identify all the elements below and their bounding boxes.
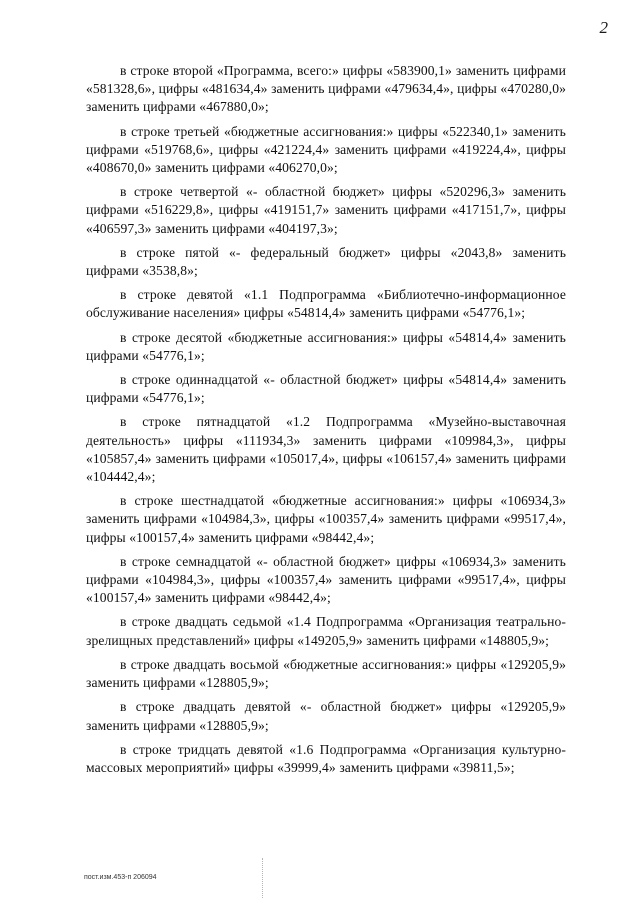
paragraph-line-2: в строке второй «Программа, всего:» цифры «583900,1» заменить цифрами «581328,6», цифры «481634,4» заменить цифрами «479634,4», цифры «470280,0» заменить цифрами «467880,0»; xyxy=(86,63,566,115)
paragraph-line-17: в строке семнадцатой «- областной бюджет» цифры «106934,3» заменить цифрами «104984,3», цифры «100357,4» заменить цифрами «99517,4», цифры «100157,4» заменить цифрами «98442,4»; xyxy=(86,553,566,606)
paragraph-line-15: в строке пятнадцатой «1.2 Подпрограмма «Музейно-выставочная деятельность» цифры «111934,3» заменить цифрами «109984,3», цифры «105857,4» заменить цифрами «105017,4», цифры «106157,4» заменить цифрами «104442,4»; xyxy=(86,414,566,485)
paragraph-line-4: в строке четвертой «- областной бюджет» цифры «520296,3» заменить цифрами «516229,8», цифры «419151,7» заменить цифрами «417151,7», цифры «406597,3» заменить цифрами «404197,3»; xyxy=(86,184,566,236)
paragraph-line-9: в строке девятой «1.1 Подпрограмма «Библиотечно-информационное обслуживание населения» цифры «54814,4» заменить цифрами «54776,1»; xyxy=(86,287,566,321)
paragraph-line-16: в строке шестнадцатой «бюджетные ассигнования:» цифры «106934,3» заменить цифрами «104984,3», цифры «100357,4» заменить цифрами «99517,4», цифры «100157,4» заменить цифрами «98442,4»; xyxy=(86,493,566,545)
document-body xyxy=(86,62,566,783)
paragraph-line-11: в строке одиннадцатой «- областной бюджет» цифры «54814,4» заменить цифрами «54776,1»; xyxy=(86,372,566,406)
paragraph-line-5: в строке пятой «- федеральный бюджет» цифры «2043,8» заменить цифрами «3538,8»; xyxy=(86,244,566,279)
fold-mark xyxy=(262,858,264,898)
paragraph-line-28: в строке двадцать восьмой «бюджетные ассигнования:» цифры «129205,9» заменить цифрами «128805,9»; xyxy=(86,656,566,691)
paragraph-line-39: в строке тридцать девятой «1.6 Подпрограмма «Организация культурно-массовых мероприятий» цифры «39999,4» заменить цифрами «39811,5»; xyxy=(86,741,566,775)
paragraph-line-3: в строке третьей «бюджетные ассигнования:» цифры «522340,1» заменить цифрами «519768,6», цифры «421224,4» заменить цифрами «419224,4», цифры «408670,0» заменить цифрами «406270,0»; xyxy=(86,123,566,176)
paragraph-line-27: в строке двадцать седьмой «1.4 Подпрограмма «Организация театрально-зрелищных представлений» цифры «149205,9» заменить цифрами «148805,9»; xyxy=(86,614,566,648)
paragraph-line-10: в строке десятой «бюджетные ассигнования:» цифры «54814,4» заменить цифрами «54776,1»; xyxy=(86,329,566,363)
paragraph-line-29: в строке двадцать девятой «- областной бюджет» цифры «129205,9» заменить цифрами «128805,9»; xyxy=(86,699,566,733)
page-number: 2 xyxy=(599,18,608,37)
footer-doc-code: пост.изм.453-п 206094 xyxy=(84,874,157,881)
